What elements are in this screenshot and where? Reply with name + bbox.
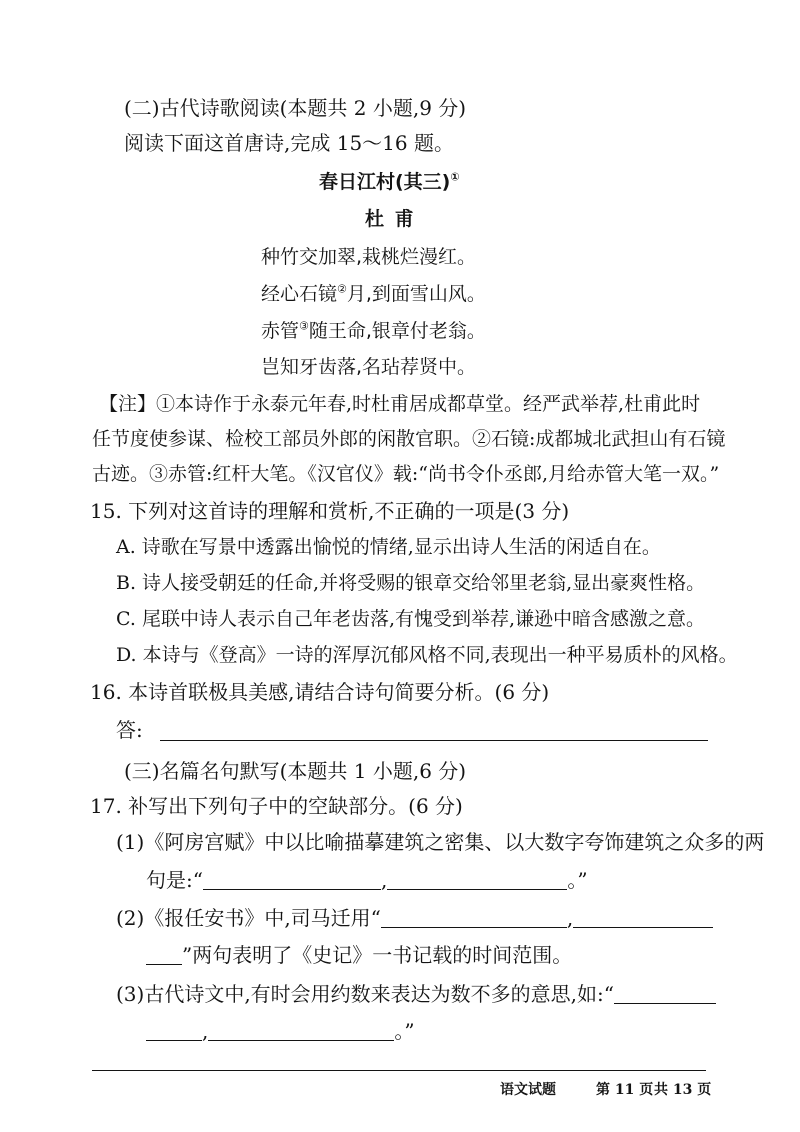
q17-part2-blank-2-end[interactable]	[146, 942, 182, 965]
poem-title-note: ①	[450, 170, 460, 184]
poem-line-1: 种竹交加翠,栽桃烂漫红。	[261, 246, 477, 268]
poem-line-3	[261, 317, 486, 345]
footer-total-pages: 共 13 页	[654, 1082, 712, 1098]
q17-part3-blank-2[interactable]	[208, 1018, 394, 1041]
q17-part2-text: (2)《报任安书》中,司马迁用“	[116, 906, 381, 930]
q17-part2-suffix: ”两句表明了《史记》一书记载的时间范围。	[182, 943, 573, 967]
q15-option-c: C. 尾联中诗人表示自己年老齿落,有愧受到举荐,谦逊中暗含感激之意。	[116, 608, 706, 630]
q17-part1-line1: (1)《阿房宫赋》中以比喻描摹建筑之密集、以大数字夸饰建筑之众多的两	[116, 830, 765, 854]
poem-line-3-a: 赤管	[261, 320, 300, 342]
poem-line-2	[261, 280, 486, 308]
notes-line-3: 古迹。③赤管:红杆大笔。《汉官仪》载:“尚书令仆丞郎,月给赤管大笔一双。”	[92, 463, 720, 485]
q17-part2-comma: ,	[566, 906, 574, 930]
poem-line-2-b: 月,到面雪山风。	[346, 283, 486, 305]
poem-line-2-note: ②	[337, 282, 347, 296]
q17-part3-comma: ,	[202, 1019, 209, 1043]
q17-part1-line2	[146, 866, 588, 894]
q17-part3-blank-1-start[interactable]	[614, 981, 716, 1004]
q16-answer-label: 答:	[116, 718, 143, 742]
q17-part1-end: 。”	[567, 868, 588, 892]
q17-part3-blank-1-end[interactable]	[146, 1018, 202, 1041]
footer-page-number: 第 11 页	[596, 1082, 654, 1098]
poem-line-4: 岂知牙齿落,名玷荐贤中。	[261, 356, 477, 378]
footer-subject: 语文试题	[500, 1082, 556, 1098]
q17-part2-line1	[116, 904, 713, 932]
q17-stem: 17. 补写出下列句子中的空缺部分。(6 分)	[90, 794, 463, 818]
poem-line-2-a: 经心石镜	[261, 283, 338, 305]
q17-part2-blank-2-start[interactable]	[573, 905, 713, 928]
q17-part1-prefix: 句是:“	[146, 868, 203, 892]
section2-heading: (二)古代诗歌阅读(本题共 2 小题,9 分)	[124, 96, 467, 120]
notes-line-1: 【注】①本诗作于永泰元年春,时杜甫居成都草堂。经严武举荐,杜甫此时	[99, 393, 701, 415]
q17-part3-end: 。”	[394, 1019, 415, 1043]
footer-divider	[92, 1070, 706, 1071]
section3-heading: (三)名篇名句默写(本题共 1 小题,6 分)	[124, 759, 467, 783]
notes-line-2: 任节度使参谋、检校工部员外郎的闲散官职。②石镜:成都城北武担山有石镜	[92, 428, 726, 450]
section2-instruction: 阅读下面这首唐诗,完成 15～16 题。	[124, 131, 454, 155]
q17-part1-comma: ,	[380, 868, 388, 892]
q16-answer-line[interactable]	[160, 718, 708, 741]
q17-part1-blank-2[interactable]	[387, 867, 567, 890]
q15-stem: 15. 下列对这首诗的理解和赏析,不正确的一项是(3 分)	[90, 499, 570, 523]
poem-author: 杜 甫	[365, 208, 414, 230]
q17-part3-line2	[146, 1017, 415, 1045]
q17-part1-blank-1[interactable]	[203, 867, 381, 890]
q17-part2-line2	[146, 941, 572, 969]
poem-line-3-b: 随王命,银章付老翁。	[308, 320, 486, 342]
q17-part3-line1	[116, 980, 716, 1008]
q15-option-b: B. 诗人接受朝廷的任命,并将受赐的银章交给邻里老翁,显出豪爽性格。	[116, 572, 706, 594]
q17-part2-blank-1[interactable]	[381, 905, 567, 928]
q17-part3-text: (3)古代诗文中,有时会用约数来表达为数不多的意思,如:“	[116, 982, 615, 1006]
q15-option-d: D. 本诗与《登高》一诗的浑厚沉郁风格不同,表现出一种平易质朴的风格。	[116, 644, 738, 666]
poem-line-3-note: ③	[299, 319, 309, 333]
poem-title	[319, 168, 460, 196]
q16-stem: 16. 本诗首联极具美感,请结合诗句简要分析。(6 分)	[90, 680, 550, 704]
q15-option-a: A. 诗歌在写景中透露出愉悦的情绪,显示出诗人生活的闲适自在。	[116, 536, 661, 558]
poem-title-text: 春日江村(其三)	[319, 171, 451, 193]
